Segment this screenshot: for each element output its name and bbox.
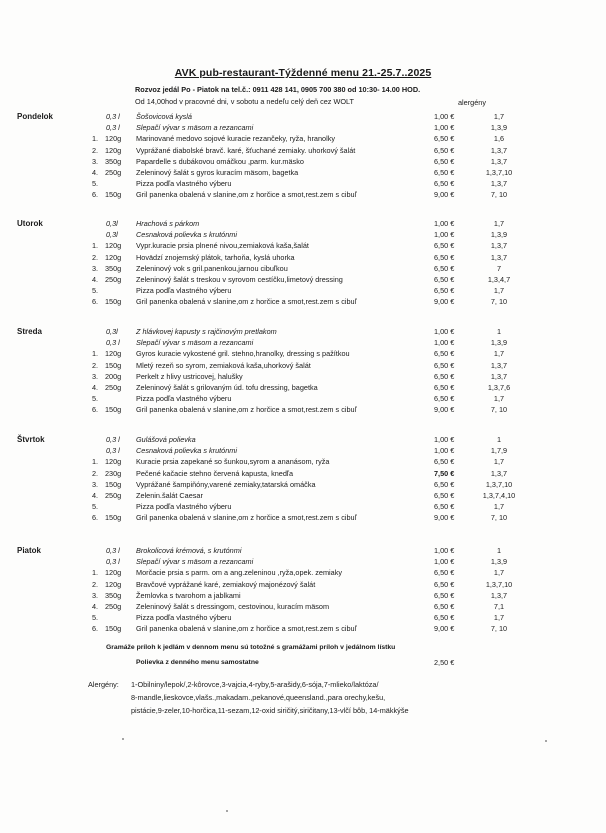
item-description: Cesnaková polievka s krutónmi [136,446,237,456]
item-description: Gril panenka obalená v slanine,om z horčice a smot,rest.zem s cibuľ [136,297,357,307]
item-description: Gril panenka obalená v slanine,om z horčice a smot,rest.zem s cibuľ [136,405,357,415]
item-description: Pizza podľa vlastného výberu [136,286,232,296]
item-description: Gril panenka obalená v slanine,om z horčice a smot,rest.zem s cibuľ [136,513,357,523]
menu-row [0,111,606,122]
item-price: 6,50 € [434,383,455,392]
item-portion: 120g [105,457,122,467]
item-price: 6,50 € [434,252,455,262]
item-number: 1. [92,568,99,578]
item-portion: 0,3l [106,327,118,336]
item-price: 6,50 € [434,134,455,144]
item-description: Zeleninový šalát s dressingom, cestovinou, kuracím mäsom [136,602,330,611]
item-price: 9,00 € [434,297,455,307]
item-number: 1. [92,134,99,144]
item-portion: 0,3 l [106,112,120,121]
menu-row [0,382,606,393]
item-description: Vypr.kuracie prsia plnené nivou,zemiaková kaša,šalát [136,241,309,251]
menu-row [0,178,606,189]
day-name: Piatok [17,546,42,555]
item-description: Gyros kuracie vykostené gril. stehno,hranolky, dressing s pažítkou [136,349,350,359]
day-name: Pondelok [17,112,54,121]
item-price: 1,00 € [434,219,455,228]
item-allergens: 1,3,7 [490,371,508,381]
item-number: 3. [92,371,99,381]
item-price: 1,00 € [434,338,455,348]
item-number: 3. [92,263,99,273]
item-description: Vyprážané diabolské bravč. karé, šťuchané zemiaky. uhorkový šalát [136,145,356,155]
menu-row [0,263,606,274]
item-allergens: 1,3,7 [490,590,508,600]
item-number: 4. [92,275,99,284]
item-description: Slepačí vývar s mäsom a rezancami [136,338,254,348]
menu-row [0,371,606,382]
item-number: 6. [92,297,99,307]
item-description: Zeleninový šalát s treskou v syrovom cestíčku,limetový dressing [136,275,343,284]
item-allergens: 1,7 [493,502,505,512]
item-price: 6,50 € [434,360,455,370]
item-description: Cesnaková polievka s krutónmi [136,230,237,240]
item-price: 1,00 € [434,435,455,444]
menu-row [0,468,606,479]
item-allergens: 1,3,7 [490,145,508,155]
item-description: Pizza podľa vlastného výberu [136,502,232,512]
item-description: Hovädzí znojemský plátok, tarhoňa, kyslá uhorka [136,252,295,262]
item-description: Mletý rezeň so syrom, zemiaková kaša,uhorkový šalát [136,360,311,370]
item-allergens: 7,1 [493,602,505,611]
item-portion: 250g [105,602,122,611]
menu-row [0,479,606,490]
item-portion: 120g [105,252,122,262]
item-allergens: 1,3,7,4,10 [482,491,516,500]
item-allergens: 1,3,7 [490,179,508,189]
scan-speck [122,738,124,740]
item-allergens: 1,7 [493,568,505,578]
item-price: 1,00 € [434,327,455,336]
item-portion: 350g [105,263,122,273]
item-portion: 0,3 l [106,557,120,567]
item-portion: 120g [105,241,122,251]
menu-row [0,285,606,296]
item-allergens: 7, 10 [490,513,508,523]
item-portion: 200g [105,371,122,381]
menu-row [0,434,606,445]
item-price: 1,00 € [434,546,455,555]
item-allergens: 7 [496,263,502,273]
item-allergens: 1,7,9 [490,446,508,456]
item-number: 5. [92,394,99,404]
item-description: Pizza podľa vlastného výberu [136,394,232,404]
item-price: 6,50 € [434,479,455,489]
item-price: 1,00 € [434,557,455,567]
item-portion: 250g [105,491,122,500]
item-portion: 150g [105,297,122,307]
item-price: 9,00 € [434,190,455,200]
item-number: 3. [92,590,99,600]
scan-speck [545,740,547,742]
menu-row [0,456,606,467]
item-portion: 250g [105,168,122,177]
item-allergens: 7, 10 [490,297,508,307]
item-number: 5. [92,179,99,189]
item-allergens: 1,3,9 [490,557,508,567]
item-allergens: 1,3,9 [490,338,508,348]
item-number: 2. [92,579,99,589]
menu-row [0,156,606,167]
item-number: 3. [92,156,99,166]
menu-row [0,189,606,200]
item-allergens: 1,3,7 [490,241,508,251]
item-portion: 350g [105,590,122,600]
item-portion: 0,3l [106,219,118,228]
menu-row [0,218,606,229]
menu-row [0,567,606,578]
item-portion: 120g [105,349,122,359]
menu-row [0,445,606,456]
item-allergens: 1,3,4,7 [487,275,511,284]
item-price: 9,00 € [434,405,455,415]
day-name: Streda [17,327,42,336]
item-portion: 0,3 l [106,446,120,456]
day-name: Štvrtok [17,435,45,444]
item-description: Marinované medovo sojové kuracie rezančeky, ryža, hranolky [136,134,336,144]
item-price: 6,50 € [434,241,455,251]
item-price: 1,00 € [434,230,455,240]
item-number: 5. [92,502,99,512]
menu-row [0,501,606,512]
item-portion: 150g [105,360,122,370]
item-description: Gril panenka obalená v slanine,om z horčice a smot,rest.zem s cibuľ [136,624,357,634]
item-allergens: 7, 10 [490,190,508,200]
item-description: Pizza podľa vlastného výberu [136,179,232,189]
item-description: Hrachová s párkom [136,219,200,228]
menu-row [0,296,606,307]
item-price: 6,50 € [434,502,455,512]
item-price: 6,50 € [434,286,455,296]
menu-row [0,229,606,240]
item-number: 4. [92,168,99,177]
item-allergens: 1,7 [493,112,505,121]
item-price: 6,50 € [434,602,455,611]
item-price: 6,50 € [434,179,455,189]
item-number: 2. [92,145,99,155]
item-portion: 230g [105,468,122,478]
item-price: 9,00 € [434,624,455,634]
item-number: 2. [92,252,99,262]
item-description: Brokolicová krémová, s krutónmi [136,546,242,555]
item-allergens: 1,6 [493,134,505,144]
item-description: Perkelt z hlivy ustricovej, halušky [136,371,243,381]
item-allergens: 1 [496,546,502,555]
item-description: Slepačí vývar s mäsom a rezancami [136,557,254,567]
item-description: Zeleninový šalát s gyros kuracím mäsom, bagetka [136,168,299,177]
menu-row [0,579,606,590]
item-number: 1. [92,457,99,467]
item-price: 6,50 € [434,349,455,359]
item-description: Pizza podľa vlastného výberu [136,613,232,623]
menu-row [0,623,606,634]
item-number: 4. [92,602,99,611]
item-price: 6,50 € [434,168,455,177]
item-price: 6,50 € [434,394,455,404]
item-allergens: 1,3,7 [490,360,508,370]
item-portion: 120g [105,579,122,589]
menu-row [0,545,606,556]
item-description: Papardelle s dubákovou omáčkou ,parm. kur.mäsko [136,156,304,166]
item-price: 9,00 € [434,513,455,523]
item-allergens: 1,3,9 [490,123,508,133]
day-name: Utorok [17,219,43,228]
item-allergens: 1 [496,327,502,336]
item-description: Žemlovka s tvarohom a jablkami [136,590,241,600]
menu-row [0,404,606,415]
menu-row [0,490,606,501]
menu-row [0,512,606,523]
menu-row [0,274,606,285]
menu-row [0,348,606,359]
menu-row [0,601,606,612]
item-portion: 120g [105,134,122,144]
item-price: 6,50 € [434,263,455,273]
item-allergens: 1,7 [493,349,505,359]
item-description: Zeleninový šalát s grilovaným úd. tofu dressing, bagetka [136,383,318,392]
item-portion: 0,3 l [106,546,120,555]
item-allergens: 1,7 [493,219,505,228]
allergens-legend-line: 1-Obilniny/lepok/,2-kôrovce,3-vajcia,4-ryby,5-arašidy,6-sója,7-mlieko/laktóza/ [131,680,379,689]
item-price: 6,50 € [434,613,455,623]
item-portion: 150g [105,624,122,634]
item-portion: 120g [105,568,122,578]
item-description: Slepačí vývar s mäsom a rezancami [136,123,254,133]
item-allergens: 1,7 [493,613,505,623]
menu-row [0,252,606,263]
menu-row [0,240,606,251]
item-allergens: 1,3,9 [490,230,508,240]
item-price: 6,50 € [434,590,455,600]
item-allergens: 1 [496,435,502,444]
item-allergens: 1,3,7 [490,468,508,478]
item-number: 1. [92,349,99,359]
menu-row [0,337,606,348]
item-allergens: 1,7 [493,394,505,404]
item-portion: 0,3 l [106,338,120,348]
item-allergens: 1,7 [493,286,505,296]
item-portion: 150g [105,513,122,523]
opening-hours-note: Od 14,00hod v pracovné dni, v sobotu a nedeľu celý deň cez WOLT [135,97,355,106]
item-description: Morčacie prsia s parm. om a ang.zeleninou ,ryža,opek. zemiaky [136,568,343,578]
item-price: 6,50 € [434,579,455,589]
menu-row [0,326,606,337]
item-price: 6,50 € [434,371,455,381]
item-price: 6,50 € [434,145,455,155]
side-dish-note: Gramáže príloh k jedlám v dennom menu sú totožné s gramážami príloh v jedálnom lístku [106,644,396,651]
item-number: 5. [92,286,99,296]
menu-row [0,145,606,156]
item-description: Z hlávkovej kapusty s rajčinovým pretlakom [136,327,277,336]
item-price: 6,50 € [434,457,455,467]
item-allergens: 1,3,7,10 [485,479,513,489]
item-number: 6. [92,513,99,523]
item-description: Zeleninový vok s gril.panenkou,jarnou cibuľkou [136,263,288,273]
item-description: Gril panenka obalená v slanine,om z horčice a smot,rest.zem s cibuľ [136,190,357,200]
menu-row [0,122,606,133]
separate-soup-row [0,657,606,668]
item-description: Šošovicová kyslá [136,112,192,121]
item-price: 6,50 € [434,568,455,578]
menu-row [0,393,606,404]
menu-row [0,556,606,567]
menu-row [0,360,606,371]
item-allergens: 1,3,7,10 [485,168,513,177]
item-number: 6. [92,624,99,634]
item-description: Vyprážané šampiňóny,varené zemiaky,tatarská omáčka [136,479,316,489]
item-description: Gulášová polievka [136,435,196,444]
item-portion: 150g [105,405,122,415]
item-portion: 0,3l [106,230,118,240]
item-portion: 0,3 l [106,123,120,133]
item-description: Pečené kačacie stehno červená kapusta, knedľa [136,468,294,478]
item-description: Bravčové vyprážané karé, zemiakový majonézový šalát [136,579,316,589]
allergens-legend-label: Alergény: [88,680,119,689]
menu-row [0,167,606,178]
item-number: 6. [92,405,99,415]
item-allergens: 1,3,7 [490,156,508,166]
item-number: 2. [92,360,99,370]
item-portion: 150g [105,190,122,200]
item-number: 2. [92,468,99,478]
menu-row [0,133,606,144]
menu-row [0,612,606,623]
separate-soup-label: Polievka z denného menu samostatne [136,659,259,666]
item-description: Kuracie prsia zapekané so šunkou,syrom a ananásom, ryža [136,457,330,467]
allergens-column-header: alergény [458,98,486,107]
item-portion: 120g [105,145,122,155]
item-price: 1,00 € [434,112,455,121]
menu-row [0,590,606,601]
separate-soup-price: 2,50 € [434,658,455,667]
item-portion: 250g [105,275,122,284]
allergens-legend-line: 8-mandle,lieskovce,vlašs.,makadam.,pekanové,queensland.,para orechy,kešu, [131,693,386,702]
item-price: 6,50 € [434,275,455,284]
item-portion: 250g [105,383,122,392]
item-number: 5. [92,613,99,623]
item-portion: 350g [105,156,122,166]
item-allergens: 1,3,7,10 [485,579,513,589]
item-allergens: 7, 10 [490,405,508,415]
item-price: 1,00 € [434,446,455,456]
item-allergens: 1,3,7 [490,252,508,262]
allergens-legend-line: pistácie,9-zeler,10-horčica,11-sezam,12-oxid siričitý,siričitany,13-vlčí bôb, 14-mäkkýše [131,706,409,715]
item-price: 7,50 € [434,468,455,478]
item-number: 4. [92,491,99,500]
item-price: 6,50 € [434,491,455,500]
item-number: 3. [92,479,99,489]
item-allergens: 1,7 [493,457,505,467]
item-number: 6. [92,190,99,200]
item-number: 1. [92,241,99,251]
item-allergens: 7, 10 [490,624,508,634]
menu-title: AVK pub-restaurant-Týždenné menu 21.-25.7..2025 [174,67,432,79]
item-price: 1,00 € [434,123,455,133]
item-price: 6,50 € [434,156,455,166]
item-allergens: 1,3,7,6 [487,383,511,392]
scan-speck [226,810,228,812]
item-portion: 0,3 l [106,435,120,444]
item-description: Zelenin.šalát Caesar [136,491,203,500]
item-portion: 150g [105,479,122,489]
item-number: 4. [92,383,99,392]
delivery-contact: Rozvoz jedál Po - Piatok na tel.č.: 0911 428 141, 0905 700 380 od 10:30- 14.00 HOD. [135,85,421,94]
